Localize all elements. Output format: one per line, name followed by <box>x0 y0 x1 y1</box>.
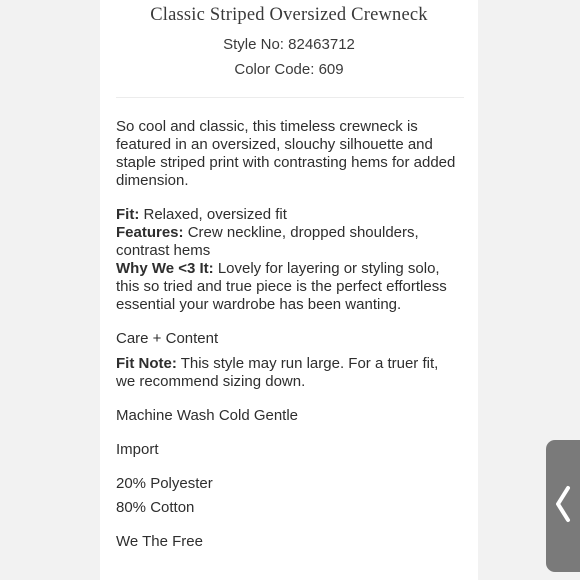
brand-name: We The Free <box>116 533 203 550</box>
why-value: Lovely for layering or styling solo, this so tried and true piece is the perfect effortless essential your wardrobe has been wanting. <box>116 260 447 313</box>
wash-instructions: Machine Wash Cold Gentle <box>116 407 299 424</box>
why-label: Why We <3 It: <box>116 260 214 277</box>
header-divider <box>116 97 464 98</box>
features-label: Features: <box>116 224 184 241</box>
features-value: Crew neckline, dropped shoulders, contrast hems <box>116 224 419 259</box>
chevron-left-icon <box>552 484 574 524</box>
fit-note-line <box>116 355 456 391</box>
fit-line <box>116 206 456 224</box>
fit-value: Relaxed, oversized fit <box>139 206 287 223</box>
features-line <box>116 224 456 260</box>
color-code: Color Code: 609 <box>234 61 344 78</box>
fit-note-label: Fit Note: <box>116 355 177 372</box>
content-cotton: 80% Cotton <box>116 499 195 516</box>
style-number: Style No: 82463712 <box>223 36 355 53</box>
content-polyester: 20% Polyester <box>116 475 213 492</box>
fit-label: Fit: <box>116 206 140 223</box>
origin: Import <box>116 441 159 458</box>
why-line <box>116 260 456 314</box>
fit-note-value: This style may run large. For a truer fit, we recommend sizing down. <box>116 355 439 390</box>
description-intro: So cool and classic, this timeless crewneck is featured in an oversized, slouchy silhouette and staple striped print with contrasting hems for added dimension. <box>116 118 456 189</box>
back-swipe-tab[interactable] <box>546 440 580 572</box>
product-title: Classic Striped Oversized Crewneck <box>150 5 428 25</box>
description-body <box>116 118 456 551</box>
product-details-panel <box>100 0 478 580</box>
care-heading: Care + Content <box>116 330 219 347</box>
